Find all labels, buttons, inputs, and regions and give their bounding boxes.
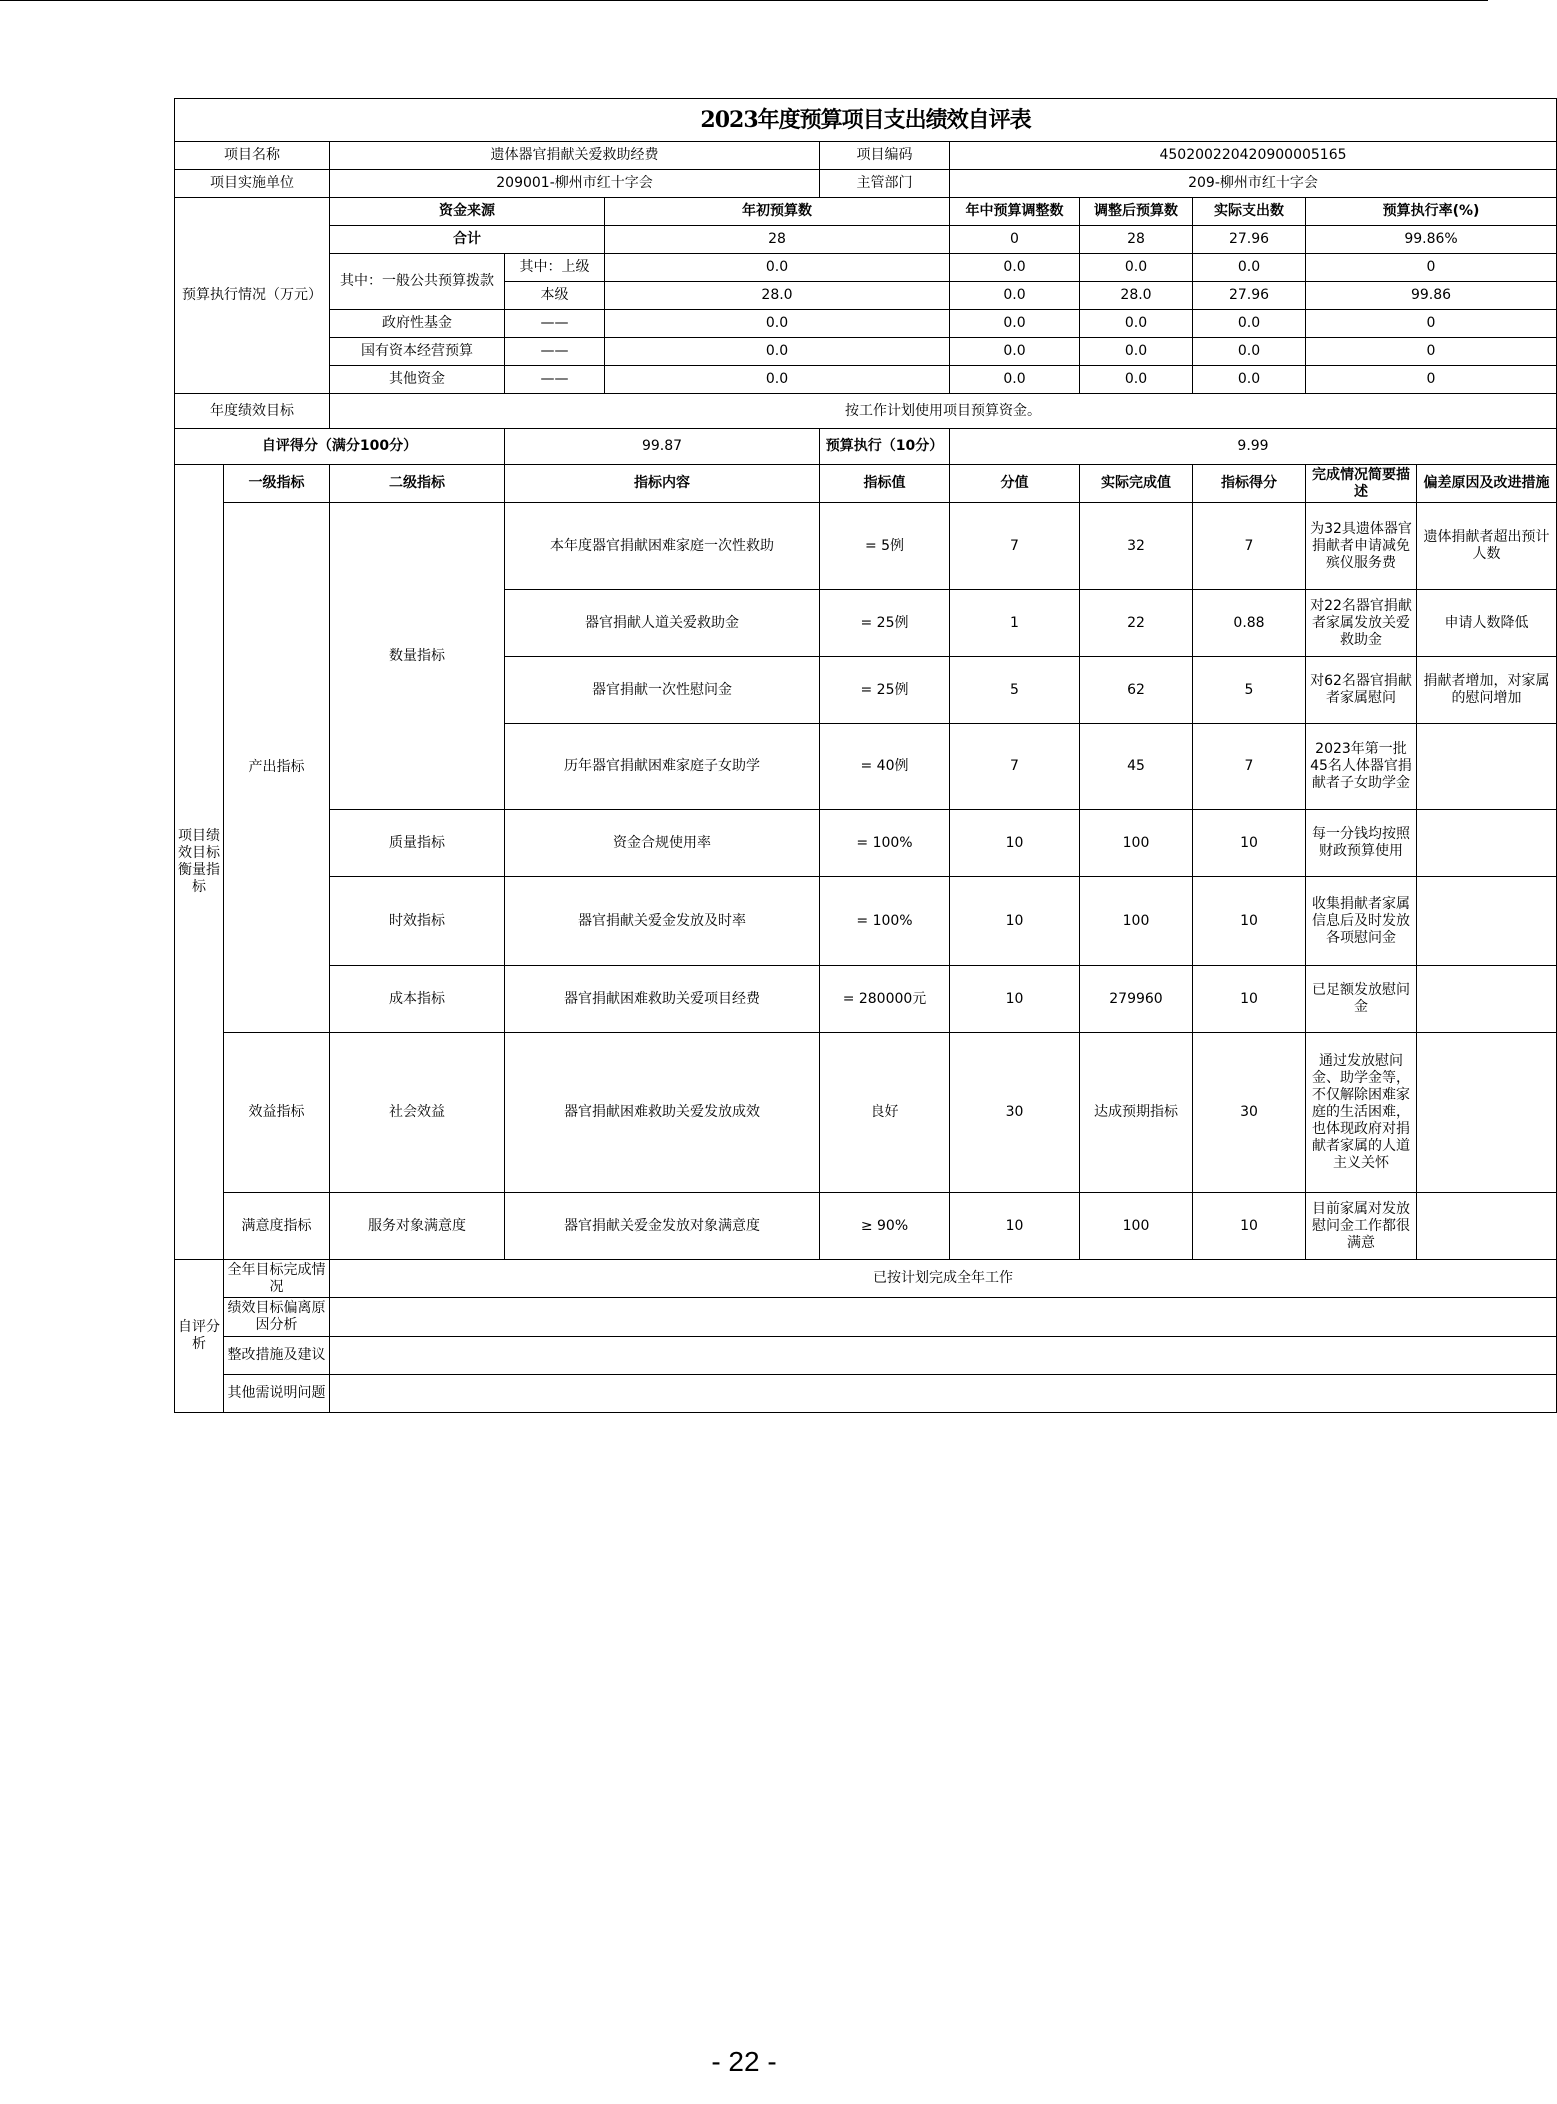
- indicator-weight: 10: [950, 877, 1080, 966]
- table-row: [175, 503, 1557, 590]
- budget-other-actual: 0.0: [1193, 366, 1306, 394]
- project-dept-value: 209-柳州市红十字会: [950, 170, 1557, 198]
- budget-other-adjusted: 0.0: [1080, 366, 1193, 394]
- indicator-score: 10: [1193, 966, 1306, 1033]
- budget-gov-fund-row: [175, 310, 1557, 338]
- goal-value: 按工作计划使用项目预算资金。: [330, 394, 1557, 429]
- budget-header-source: 资金来源: [330, 198, 605, 226]
- indicator-score: 30: [1193, 1033, 1306, 1193]
- self-eval-item-value: [330, 1375, 1557, 1413]
- indicator-content: 历年器官捐献困难家庭子女助学: [505, 724, 820, 810]
- budget-local-rate: 99.86: [1306, 282, 1557, 310]
- indicator-desc: 目前家属对发放慰问金工作都很满意: [1306, 1193, 1417, 1260]
- indicator-target: = 40例: [820, 724, 950, 810]
- indicator-header-level2: 二级指标: [330, 465, 505, 503]
- budget-upper-initial: 0.0: [605, 254, 950, 282]
- title-row: [175, 99, 1557, 142]
- budget-total-label: 合计: [330, 226, 605, 254]
- satisfaction-indicator-label: 满意度指标: [224, 1193, 330, 1260]
- indicator-reason: 申请人数降低: [1417, 590, 1557, 657]
- project-name-label: 项目名称: [175, 142, 330, 170]
- self-eval-label: 自评分析: [175, 1260, 224, 1413]
- indicator-score: 10: [1193, 877, 1306, 966]
- indicator-content: 本年度器官捐献困难家庭一次性救助: [505, 503, 820, 590]
- performance-table: [174, 98, 1557, 1413]
- indicator-content: 资金合规使用率: [505, 810, 820, 877]
- budget-local-label: 本级: [505, 282, 605, 310]
- self-score-value: 99.87: [505, 429, 820, 465]
- project-dept-label: 主管部门: [820, 170, 950, 198]
- project-code-value: 450200220420900005165: [950, 142, 1557, 170]
- indicator-target: 良好: [820, 1033, 950, 1193]
- timeliness-indicator-label: 时效指标: [330, 877, 505, 966]
- indicator-score: 7: [1193, 503, 1306, 590]
- indicator-target: = 25例: [820, 657, 950, 724]
- budget-upper-label: 其中：上级: [505, 254, 605, 282]
- indicator-header-level1: 一级指标: [224, 465, 330, 503]
- indicator-content: 器官捐献人道关爱救助金: [505, 590, 820, 657]
- service-satisfaction-label: 服务对象满意度: [330, 1193, 505, 1260]
- indicator-actual: 22: [1080, 590, 1193, 657]
- indicator-target: = 100%: [820, 877, 950, 966]
- budget-gov-fund-adjust: 0.0: [950, 310, 1080, 338]
- indicator-section-label: 项目绩效目标衡量指标: [175, 465, 224, 1260]
- project-unit-label: 项目实施单位: [175, 170, 330, 198]
- budget-gov-fund-rate: 0: [1306, 310, 1557, 338]
- goal-row: [175, 394, 1557, 429]
- indicator-score: 7: [1193, 724, 1306, 810]
- self-eval-item-label: 其他需说明问题: [224, 1375, 330, 1413]
- indicator-score: 0.88: [1193, 590, 1306, 657]
- indicator-header-score: 指标得分: [1193, 465, 1306, 503]
- indicator-header-content: 指标内容: [505, 465, 820, 503]
- self-eval-item-value: 已按计划完成全年工作: [330, 1260, 1557, 1298]
- page-number: - 22 -: [711, 2046, 777, 2077]
- table-row: [175, 1193, 1557, 1260]
- indicator-reason: [1417, 810, 1557, 877]
- budget-state-capital-initial: 0.0: [605, 338, 950, 366]
- self-eval-item-label: 整改措施及建议: [224, 1337, 330, 1375]
- indicator-desc: 收集捐献者家属信息后及时发放各项慰问金: [1306, 877, 1417, 966]
- indicator-content: 器官捐献关爱金发放及时率: [505, 877, 820, 966]
- project-name-row: [175, 142, 1557, 170]
- indicator-desc: 已足额发放慰问金: [1306, 966, 1417, 1033]
- indicator-target: = 25例: [820, 590, 950, 657]
- budget-total-actual: 27.96: [1193, 226, 1306, 254]
- self-eval-row: [175, 1375, 1557, 1413]
- self-eval-item-value: [330, 1298, 1557, 1337]
- indicator-reason: [1417, 1033, 1557, 1193]
- indicator-reason: [1417, 877, 1557, 966]
- indicator-actual: 100: [1080, 877, 1193, 966]
- quality-indicator-label: 质量指标: [330, 810, 505, 877]
- indicator-header-reason: 偏差原因及改进措施: [1417, 465, 1557, 503]
- budget-local-adjusted: 28.0: [1080, 282, 1193, 310]
- exec-score-label: 预算执行（10分）: [820, 429, 950, 465]
- indicator-header-actual: 实际完成值: [1080, 465, 1193, 503]
- cost-indicator-label: 成本指标: [330, 966, 505, 1033]
- budget-other-row: [175, 366, 1557, 394]
- budget-gov-fund-label: 政府性基金: [330, 310, 505, 338]
- budget-header-adjust: 年中预算调整数: [950, 198, 1080, 226]
- indicator-desc: 每一分钱均按照财政预算使用: [1306, 810, 1417, 877]
- budget-upper-adjust: 0.0: [950, 254, 1080, 282]
- indicator-actual: 100: [1080, 810, 1193, 877]
- indicator-desc: 为32具遗体器官捐献者申请减免殡仪服务费: [1306, 503, 1417, 590]
- indicator-weight: 1: [950, 590, 1080, 657]
- budget-header-initial: 年初预算数: [605, 198, 950, 226]
- budget-upper-actual: 0.0: [1193, 254, 1306, 282]
- budget-header-row: [175, 198, 1557, 226]
- budget-other-initial: 0.0: [605, 366, 950, 394]
- indicator-reason: [1417, 724, 1557, 810]
- indicator-weight: 10: [950, 966, 1080, 1033]
- self-eval-item-label: 全年目标完成情况: [224, 1260, 330, 1298]
- social-benefit-label: 社会效益: [330, 1033, 505, 1193]
- indicator-desc: 通过发放慰问金、助学金等，不仅解除困难家庭的生活困难，也体现政府对捐献者家属的人道主义关怀: [1306, 1033, 1417, 1193]
- budget-header-rate: 预算执行率(%): [1306, 198, 1557, 226]
- budget-other-adjust: 0.0: [950, 366, 1080, 394]
- budget-total-row: [175, 226, 1557, 254]
- indicator-score: 10: [1193, 1193, 1306, 1260]
- indicator-weight: 7: [950, 724, 1080, 810]
- budget-local-adjust: 0.0: [950, 282, 1080, 310]
- indicator-actual: 45: [1080, 724, 1193, 810]
- output-indicator-label: 产出指标: [224, 503, 330, 1033]
- indicator-desc: 对62名器官捐献者家属慰问: [1306, 657, 1417, 724]
- budget-local-initial: 28.0: [605, 282, 950, 310]
- table-row: [175, 1033, 1557, 1193]
- indicator-weight: 10: [950, 1193, 1080, 1260]
- budget-state-capital-row: [175, 338, 1557, 366]
- budget-state-capital-dash: ——: [505, 338, 605, 366]
- self-eval-item-label: 绩效目标偏离原因分析: [224, 1298, 330, 1337]
- budget-state-capital-label: 国有资本经营预算: [330, 338, 505, 366]
- goal-label: 年度绩效目标: [175, 394, 330, 429]
- indicator-actual: 达成预期指标: [1080, 1033, 1193, 1193]
- self-score-label: 自评得分（满分100分）: [175, 429, 505, 465]
- project-name-value: 遗体器官捐献关爱救助经费: [330, 142, 820, 170]
- indicator-reason: 遗体捐献者超出预计人数: [1417, 503, 1557, 590]
- indicator-reason: [1417, 966, 1557, 1033]
- page-title: 2023年度预算项目支出绩效自评表: [175, 99, 1557, 142]
- indicator-target: = 100%: [820, 810, 950, 877]
- score-row: [175, 429, 1557, 465]
- indicator-header-row: [175, 465, 1557, 503]
- indicator-header-target: 指标值: [820, 465, 950, 503]
- budget-total-rate: 99.86%: [1306, 226, 1557, 254]
- budget-upper-adjusted: 0.0: [1080, 254, 1193, 282]
- indicator-target: = 5例: [820, 503, 950, 590]
- indicator-score: 5: [1193, 657, 1306, 724]
- indicator-actual: 62: [1080, 657, 1193, 724]
- indicator-target: = 280000元: [820, 966, 950, 1033]
- budget-state-capital-adjust: 0.0: [950, 338, 1080, 366]
- budget-state-capital-adjusted: 0.0: [1080, 338, 1193, 366]
- indicator-actual: 100: [1080, 1193, 1193, 1260]
- table-row: [175, 877, 1557, 966]
- budget-header-actual: 实际支出数: [1193, 198, 1306, 226]
- budget-total-adjust: 0: [950, 226, 1080, 254]
- quantity-indicator-label: 数量指标: [330, 503, 505, 810]
- indicator-weight: 30: [950, 1033, 1080, 1193]
- self-eval-row: [175, 1298, 1557, 1337]
- indicator-header-weight: 分值: [950, 465, 1080, 503]
- benefit-indicator-label: 效益指标: [224, 1033, 330, 1193]
- budget-section-label: 预算执行情况（万元）: [175, 198, 330, 394]
- self-eval-item-value: [330, 1337, 1557, 1375]
- budget-other-dash: ——: [505, 366, 605, 394]
- budget-upper-row: [175, 254, 1557, 282]
- indicator-weight: 5: [950, 657, 1080, 724]
- indicator-weight: 7: [950, 503, 1080, 590]
- indicator-content: 器官捐献困难救助关爱项目经费: [505, 966, 820, 1033]
- indicator-header-desc: 完成情况简要描述: [1306, 465, 1417, 503]
- budget-gov-fund-initial: 0.0: [605, 310, 950, 338]
- budget-state-capital-rate: 0: [1306, 338, 1557, 366]
- top-border-line: [0, 0, 1488, 1]
- self-eval-row: [175, 1337, 1557, 1375]
- indicator-content: 器官捐献一次性慰问金: [505, 657, 820, 724]
- indicator-score: 10: [1193, 810, 1306, 877]
- indicator-desc: 2023年第一批45名人体器官捐献者子女助学金: [1306, 724, 1417, 810]
- indicator-target: ≥ 90%: [820, 1193, 950, 1260]
- budget-other-rate: 0: [1306, 366, 1557, 394]
- budget-local-actual: 27.96: [1193, 282, 1306, 310]
- budget-gov-fund-dash: ——: [505, 310, 605, 338]
- table-row: [175, 966, 1557, 1033]
- budget-total-initial: 28: [605, 226, 950, 254]
- budget-gov-fund-actual: 0.0: [1193, 310, 1306, 338]
- budget-total-adjusted: 28: [1080, 226, 1193, 254]
- table-row: [175, 810, 1557, 877]
- budget-header-adjusted: 调整后预算数: [1080, 198, 1193, 226]
- indicator-content: 器官捐献困难救助关爱发放成效: [505, 1033, 820, 1193]
- budget-other-label: 其他资金: [330, 366, 505, 394]
- budget-gov-fund-adjusted: 0.0: [1080, 310, 1193, 338]
- indicator-actual: 279960: [1080, 966, 1193, 1033]
- indicator-weight: 10: [950, 810, 1080, 877]
- project-code-label: 项目编码: [820, 142, 950, 170]
- budget-state-capital-actual: 0.0: [1193, 338, 1306, 366]
- indicator-content: 器官捐献关爱金发放对象满意度: [505, 1193, 820, 1260]
- indicator-desc: 对22名器官捐献者家属发放关爱救助金: [1306, 590, 1417, 657]
- budget-upper-rate: 0: [1306, 254, 1557, 282]
- indicator-reason: [1417, 1193, 1557, 1260]
- self-eval-row: [175, 1260, 1557, 1298]
- project-unit-row: [175, 170, 1557, 198]
- indicator-actual: 32: [1080, 503, 1193, 590]
- exec-score-value: 9.99: [950, 429, 1557, 465]
- budget-general-label: 其中：一般公共预算拨款: [330, 254, 505, 310]
- indicator-reason: 捐献者增加，对家属的慰问增加: [1417, 657, 1557, 724]
- project-unit-value: 209001-柳州市红十字会: [330, 170, 820, 198]
